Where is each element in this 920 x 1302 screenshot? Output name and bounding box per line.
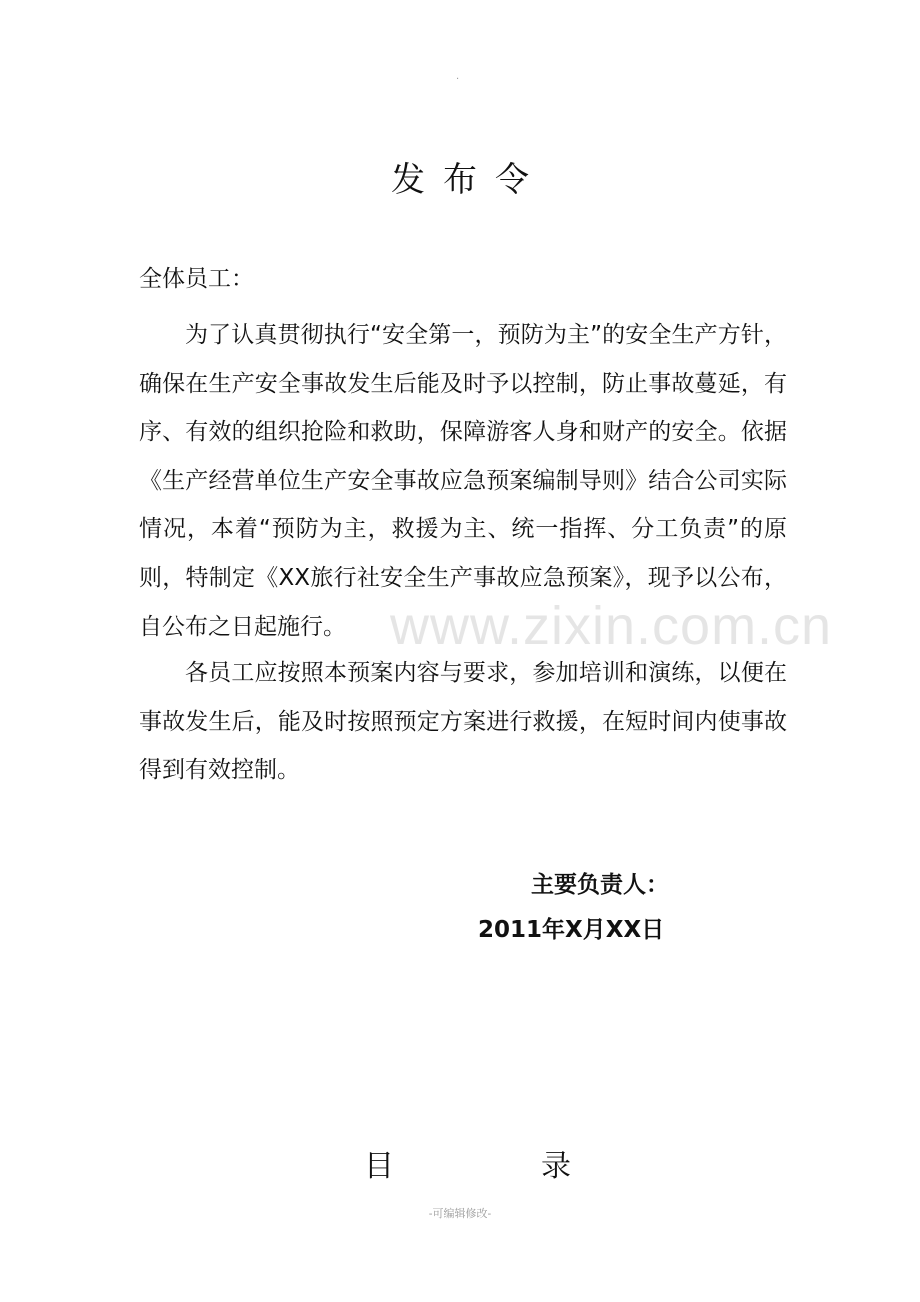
document-title: 发布令	[391, 160, 547, 200]
signature-date: 2011年X月XX日	[478, 917, 665, 943]
signature-label: 主要负责人：	[531, 872, 669, 898]
page-footer: -可编辑修改-	[428, 1207, 492, 1220]
salutation: 全体员工：	[139, 266, 254, 292]
toc-title-char-2: 录	[541, 1149, 571, 1184]
toc-title-char-1: 目	[364, 1149, 394, 1184]
body-paragraph-2: 各员工应按照本预案内容与要求，参加培训和演练，以便在事故发生后，能及时按照预定方案进行救援，在短时间内使事故得到有效控制。	[139, 660, 787, 784]
body-paragraph-1: 为了认真贯彻执行“安全第一，预防为主”的安全生产方针，确保在生产安全事故发生后能及时予以控制，防止事故蔓延，有序、有效的组织抢险和救助，保障游客人身和财产的安全。依据《生产经营单位生产安全事故应急预案编制导则》结合公司实际情况，本着“预防为主，救援为主、统一指挥、分工负责”的原则，特制定《XX旅行社安全生产事故应急预案》，现予以公布，自公布之日起施行。	[139, 322, 787, 640]
page-top-mark: .	[456, 71, 460, 82]
watermark: www.zixin.com.cn	[390, 596, 833, 656]
